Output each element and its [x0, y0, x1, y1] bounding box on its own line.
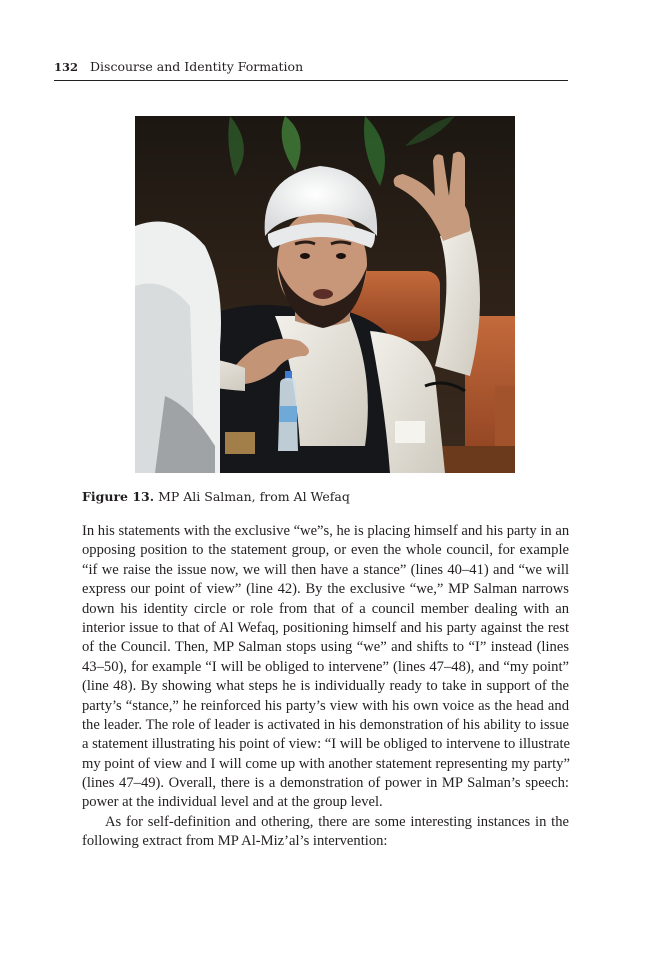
running-head [54, 58, 568, 81]
running-head-title: Discourse and Identity Formation [90, 59, 304, 74]
body-line: (line 48). By showing what steps he is individually ready to take in support of the [82, 678, 569, 695]
body-line: power at the individual level and at the group level. [82, 794, 383, 811]
body-line: opposing position to the statement group, or even the whole council, for example [82, 542, 569, 559]
figure-caption [82, 488, 568, 506]
body-line: the leader. The role of leader is activated in his demonstration of his ability to issue [82, 716, 569, 733]
page-number: 132 [54, 60, 79, 74]
body-line: interior issue to that of Al Wefaq, positioning himself and his party against the rest [82, 619, 569, 636]
body-line: my point of view and I will come up with another statement representing my party” [82, 755, 570, 772]
body-line: 43–50), for example “I will be obliged to intervene” (lines 47–48), and “my point” [82, 658, 569, 675]
body-line: As for self-definition and othering, there are some interesting instances in the [105, 813, 569, 830]
body-line: of the Council. Then, MP Salman stops using “we” and shifts to “I” instead (lines [82, 639, 569, 656]
body-line: down his identity circle or role from that of a council member dealing with an [82, 600, 569, 617]
body-line: following extract from MP Al-Miz’al’s intervention: [82, 833, 388, 850]
body-text [82, 522, 569, 852]
body-line: (lines 47–49). Overall, there is a demonstration of power in MP Salman’s speech: [82, 775, 569, 792]
body-line: “if we raise the issue now, we will then have a stance” (lines 40–41) and “we will [82, 561, 569, 578]
figure-label: Figure 13. [82, 489, 155, 504]
figure-photo [135, 116, 515, 473]
body-line: In his statements with the exclusive “we”s, he is placing himself and his party in an [82, 523, 570, 539]
figure-caption-text: MP Ali Salman, from Al Wefaq [158, 489, 350, 504]
body-line: a statement illustrating his point of view: “I will be obliged to intervene to illustrate [82, 736, 570, 753]
body-line: party’s “stance,” he reinforced his party’s view with his own voice as the head and [82, 697, 569, 714]
body-line: express our point of view” (line 42). By the exclusive “we,” MP Salman narrows [82, 581, 569, 598]
